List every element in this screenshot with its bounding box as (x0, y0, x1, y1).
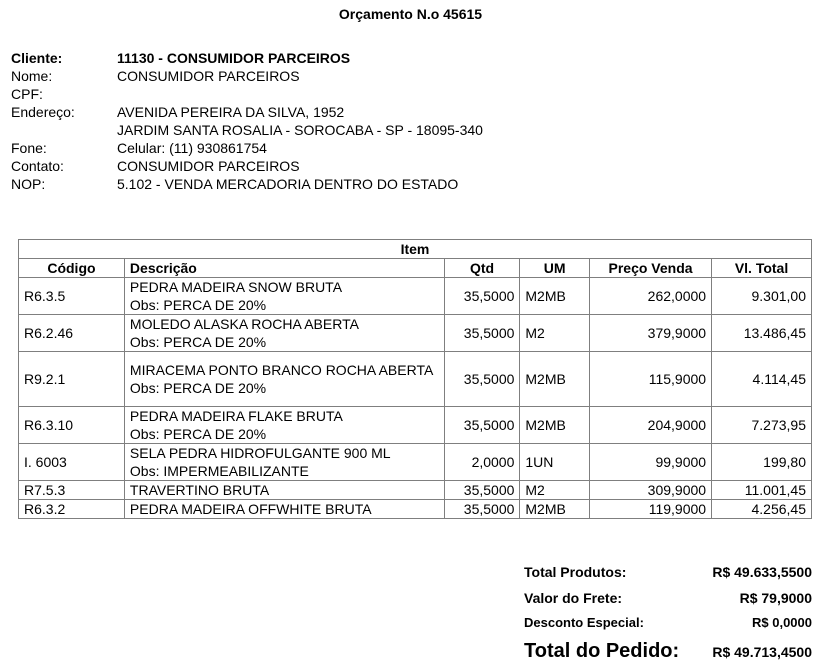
cell-qtd: 35,5000 (444, 352, 520, 407)
item-obs: Obs: PERCA DE 20% (129, 380, 267, 396)
col-header-qtd: Qtd (444, 259, 520, 278)
cell-descricao: PEDRA MADEIRA OFFWHITE BRUTA (124, 500, 444, 519)
item-desc: MIRACEMA PONTO BRANCO ROCHA ABERTA (129, 362, 434, 378)
item-desc: MOLEDO ALASKA ROCHA ABERTA (129, 316, 359, 332)
cpf-row (11, 85, 483, 103)
cell-total: 11.001,45 (712, 481, 812, 500)
total-produtos-value: R$ 49.633,5500 (712, 564, 812, 580)
address-value (117, 103, 483, 139)
total-pedido-label: Total do Pedido: (524, 640, 680, 662)
cell-descricao: TRAVERTINO BRUTA (124, 481, 444, 500)
col-header-codigo: Código (19, 259, 125, 278)
total-pedido-row (524, 638, 812, 664)
contact-label: Contato: (11, 158, 64, 174)
nop-row (11, 175, 483, 193)
cell-descricao (124, 278, 444, 315)
cell-descricao (124, 315, 444, 352)
item-obs: Obs: IMPERMEABILIZANTE (129, 463, 309, 479)
items-table (18, 239, 812, 519)
cell-preco: 115,9000 (590, 352, 712, 407)
address-line-1: AVENIDA PEREIRA DA SILVA, 1952 (117, 104, 345, 120)
item-obs: Obs: PERCA DE 20% (129, 334, 267, 350)
cell-preco: 204,9000 (590, 407, 712, 444)
cell-qtd: 35,5000 (444, 278, 520, 315)
col-header-descricao: Descrição (124, 259, 444, 278)
cell-total: 9.301,00 (712, 278, 812, 315)
phone-value: Celular: (11) 930861754 (117, 140, 267, 156)
cell-codigo: R6.3.5 (19, 278, 125, 315)
cell-um: M2MB (520, 352, 590, 407)
cell-preco: 379,9000 (590, 315, 712, 352)
col-header-preco: Preço Venda (590, 259, 712, 278)
nop-label: NOP: (11, 176, 46, 192)
cell-descricao (124, 444, 444, 481)
cell-preco: 262,0000 (590, 278, 712, 315)
item-group-header: Item (19, 240, 812, 259)
address-line-2: JARDIM SANTA ROSALIA - SOROCABA - SP - 18095-340 (117, 122, 483, 138)
cell-codigo: R6.3.10 (19, 407, 125, 444)
cell-codigo: R6.2.46 (19, 315, 125, 352)
item-desc: PEDRA MADEIRA SNOW BRUTA (129, 279, 343, 295)
col-header-um: UM (520, 259, 590, 278)
name-value: CONSUMIDOR PARCEIROS (117, 68, 300, 84)
cell-codigo: R6.3.2 (19, 500, 125, 519)
cell-total: 7.273,95 (712, 407, 812, 444)
nop-value: 5.102 - VENDA MERCADORIA DENTRO DO ESTADO (117, 176, 459, 192)
cell-qtd: 35,5000 (444, 315, 520, 352)
total-produtos-label: Total Produtos: (524, 564, 627, 580)
table-row (19, 407, 812, 444)
item-obs: Obs: PERCA DE 20% (129, 297, 267, 313)
address-label: Endereço: (11, 104, 75, 120)
table-row (19, 444, 812, 481)
cell-preco: 309,9000 (590, 481, 712, 500)
table-row (19, 315, 812, 352)
desconto-row (524, 615, 812, 633)
valor-frete-label: Valor do Frete: (524, 590, 623, 606)
cell-qtd: 35,5000 (444, 481, 520, 500)
valor-frete-value: R$ 79,9000 (739, 590, 812, 606)
cell-qtd: 35,5000 (444, 407, 520, 444)
valor-frete-row (524, 590, 812, 610)
cell-um: M2MB (520, 500, 590, 519)
table-row (19, 481, 812, 500)
phone-label: Fone: (11, 140, 47, 156)
cell-descricao (124, 352, 444, 407)
cell-qtd: 2,0000 (444, 444, 520, 481)
client-value: 11130 - CONSUMIDOR PARCEIROS (117, 50, 351, 66)
total-pedido-value: R$ 49.713,4500 (712, 644, 812, 660)
cell-codigo: R9.2.1 (19, 352, 125, 407)
client-label: Cliente: (11, 50, 63, 66)
contact-value: CONSUMIDOR PARCEIROS (117, 158, 300, 174)
address-row (11, 103, 483, 139)
cell-total: 199,80 (712, 444, 812, 481)
document-title: Orçamento N.o 45615 (338, 6, 483, 22)
desconto-label: Desconto Especial: (524, 615, 644, 630)
cell-um: M2MB (520, 278, 590, 315)
contact-row (11, 157, 483, 175)
cell-preco: 119,9000 (590, 500, 712, 519)
desconto-value: R$ 0,0000 (752, 615, 812, 630)
cell-codigo: I. 6003 (19, 444, 125, 481)
cell-um: M2 (520, 481, 590, 500)
cell-um: M2 (520, 315, 590, 352)
phone-row (11, 139, 483, 157)
item-obs: Obs: PERCA DE 20% (129, 426, 267, 442)
table-row (19, 500, 812, 519)
col-header-total: Vl. Total (712, 259, 812, 278)
column-header-row (19, 259, 812, 278)
total-produtos-row (524, 564, 812, 584)
cpf-label: CPF: (11, 86, 43, 102)
cell-um: M2MB (520, 407, 590, 444)
client-row (11, 49, 483, 67)
cell-total: 4.256,45 (712, 500, 812, 519)
cell-preco: 99,9000 (590, 444, 712, 481)
cell-codigo: R7.5.3 (19, 481, 125, 500)
cell-total: 13.486,45 (712, 315, 812, 352)
table-row (19, 352, 812, 407)
name-label: Nome: (11, 68, 53, 84)
client-info (11, 49, 483, 193)
cell-um: 1UN (520, 444, 590, 481)
cell-descricao (124, 407, 444, 444)
cell-qtd: 35,5000 (444, 500, 520, 519)
cell-total: 4.114,45 (712, 352, 812, 407)
item-desc: PEDRA MADEIRA FLAKE BRUTA (129, 408, 343, 424)
item-desc: SELA PEDRA HIDROFULGANTE 900 ML (129, 445, 391, 461)
table-row (19, 278, 812, 315)
name-row (11, 67, 483, 85)
